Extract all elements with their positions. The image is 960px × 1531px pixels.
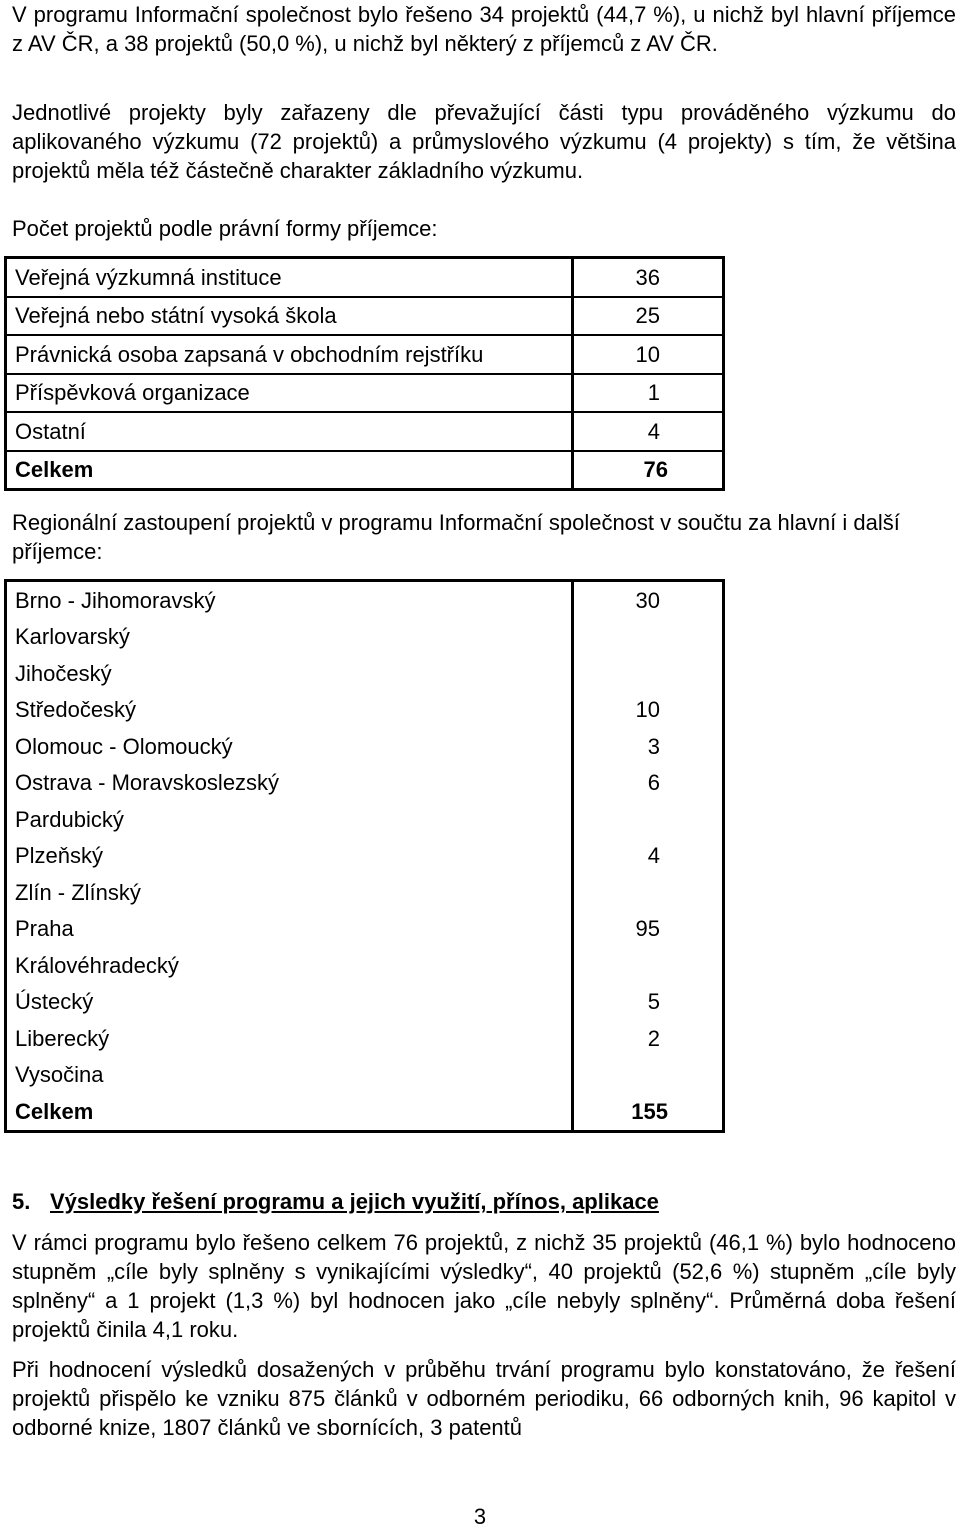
row-value: 10 bbox=[573, 335, 724, 374]
row-label: Královéhradecký bbox=[6, 947, 573, 984]
row-label: Právnická osoba zapsaná v obchodním rejstříku bbox=[6, 335, 573, 374]
row-value: 4 bbox=[573, 412, 724, 451]
table-row bbox=[6, 947, 724, 984]
table-row bbox=[6, 874, 724, 911]
row-value: 2 bbox=[647, 1025, 660, 1051]
row-value: 6 bbox=[647, 770, 660, 796]
row-label: Veřejná nebo státní vysoká škola bbox=[6, 297, 573, 336]
table-row bbox=[6, 374, 724, 413]
row-value bbox=[573, 1057, 724, 1094]
regions-table bbox=[4, 579, 725, 1133]
row-value bbox=[573, 947, 724, 984]
total-label: Celkem bbox=[6, 451, 573, 490]
row-value: 3 bbox=[647, 733, 660, 759]
row-value: 36 bbox=[635, 264, 660, 290]
section-paragraph-1: V rámci programu bylo řešeno celkem 76 projektů, z nichž 35 projektů (46,1 %) bylo hodnoceno stupněm „cíle byly splněny s vynikajícími výsledky“, 40 projektů (52,6 %) stupněm „cíle byly splněny“ a 1 projekt (1,3 %) byl hodnocen jako „cíle nebyly splněny“. Průměrná doba řešení projektů činila 4,1 roku. bbox=[12, 1230, 956, 1342]
row-label: Veřejná výzkumná instituce bbox=[6, 258, 573, 297]
row-label: Vysočina bbox=[6, 1057, 573, 1094]
total-row bbox=[6, 1093, 724, 1131]
table-row bbox=[6, 258, 724, 297]
table-row bbox=[6, 335, 724, 374]
row-value bbox=[573, 655, 724, 692]
table-row bbox=[6, 1057, 724, 1094]
section-paragraph-2: Při hodnocení výsledků dosažených v průběhu trvání programu bylo konstatováno, že řešení projektů přispělo ke vzniku 875 článků v odborném periodiku, 66 odborných knih, 96 kapitol v odborné knize, 1807 článků ve sbornících, 3 patentů bbox=[12, 1357, 956, 1440]
table-row bbox=[6, 1020, 724, 1057]
row-value: 30 bbox=[635, 587, 660, 613]
row-label: Ostrava - Moravskoslezský bbox=[6, 765, 573, 802]
row-label: Plzeňský bbox=[6, 838, 573, 875]
legal-forms-table bbox=[4, 256, 725, 491]
row-label: Příspěvková organizace bbox=[6, 374, 573, 413]
row-label: Brno - Jihomoravský bbox=[6, 581, 573, 619]
row-label: Ústecký bbox=[6, 984, 573, 1021]
row-value: 4 bbox=[647, 843, 660, 869]
section-title: Výsledky řešení programu a jejich využití, přínos, aplikace bbox=[50, 1189, 659, 1214]
row-label: Ostatní bbox=[6, 412, 573, 451]
intro-paragraph-1: V programu Informační společnost bylo řešeno 34 projektů (44,7 %), u nichž byl hlavní příjemce z AV ČR, a 38 projektů (50,0 %), u nichž byl některý z příjemců z AV ČR. bbox=[12, 2, 956, 56]
row-label: Olomouc - Olomoucký bbox=[6, 728, 573, 765]
row-label: Liberecký bbox=[6, 1020, 573, 1057]
row-label: Pardubický bbox=[6, 801, 573, 838]
row-label: Zlín - Zlínský bbox=[6, 874, 573, 911]
row-label: Jihočeský bbox=[6, 655, 573, 692]
table-row bbox=[6, 297, 724, 336]
table-row bbox=[6, 801, 724, 838]
table-row bbox=[6, 655, 724, 692]
table-row bbox=[6, 838, 724, 875]
row-value bbox=[573, 801, 724, 838]
table-row bbox=[6, 984, 724, 1021]
total-value: 155 bbox=[631, 1098, 668, 1124]
intro-paragraph-2: Jednotlivé projekty byly zařazeny dle převažující části typu prováděného výzkumu do aplikovaného výzkumu (72 projektů) a průmyslového výzkumu (4 projekty) s tím, že většina projektů měla též částečně charakter základního výzkumu. bbox=[12, 100, 956, 183]
page-number: 3 bbox=[473, 1504, 487, 1529]
row-label: Karlovarský bbox=[6, 619, 573, 656]
row-value: 5 bbox=[647, 989, 660, 1015]
total-value: 76 bbox=[573, 451, 724, 490]
row-value: 95 bbox=[635, 916, 660, 942]
section-heading bbox=[12, 1187, 659, 1216]
regions-caption: Regionální zastoupení projektů v programu Informační společnost v součtu za hlavní i další příjemce: bbox=[12, 510, 900, 564]
row-value: 1 bbox=[573, 374, 724, 413]
row-label: Praha bbox=[6, 911, 573, 948]
total-label: Celkem bbox=[6, 1093, 573, 1131]
table-row bbox=[6, 412, 724, 451]
row-value bbox=[573, 874, 724, 911]
table-row bbox=[6, 911, 724, 948]
legal-forms-caption: Počet projektů podle právní formy příjemce: bbox=[12, 216, 438, 241]
row-value: 10 bbox=[635, 697, 660, 723]
table-row bbox=[6, 619, 724, 656]
row-value bbox=[573, 619, 724, 656]
section-number: 5. bbox=[12, 1189, 31, 1214]
total-row bbox=[6, 451, 724, 490]
row-value: 25 bbox=[573, 297, 724, 336]
table-row bbox=[6, 692, 724, 729]
table-row bbox=[6, 765, 724, 802]
table-row bbox=[6, 728, 724, 765]
table-row bbox=[6, 581, 724, 619]
row-label: Středočeský bbox=[6, 692, 573, 729]
